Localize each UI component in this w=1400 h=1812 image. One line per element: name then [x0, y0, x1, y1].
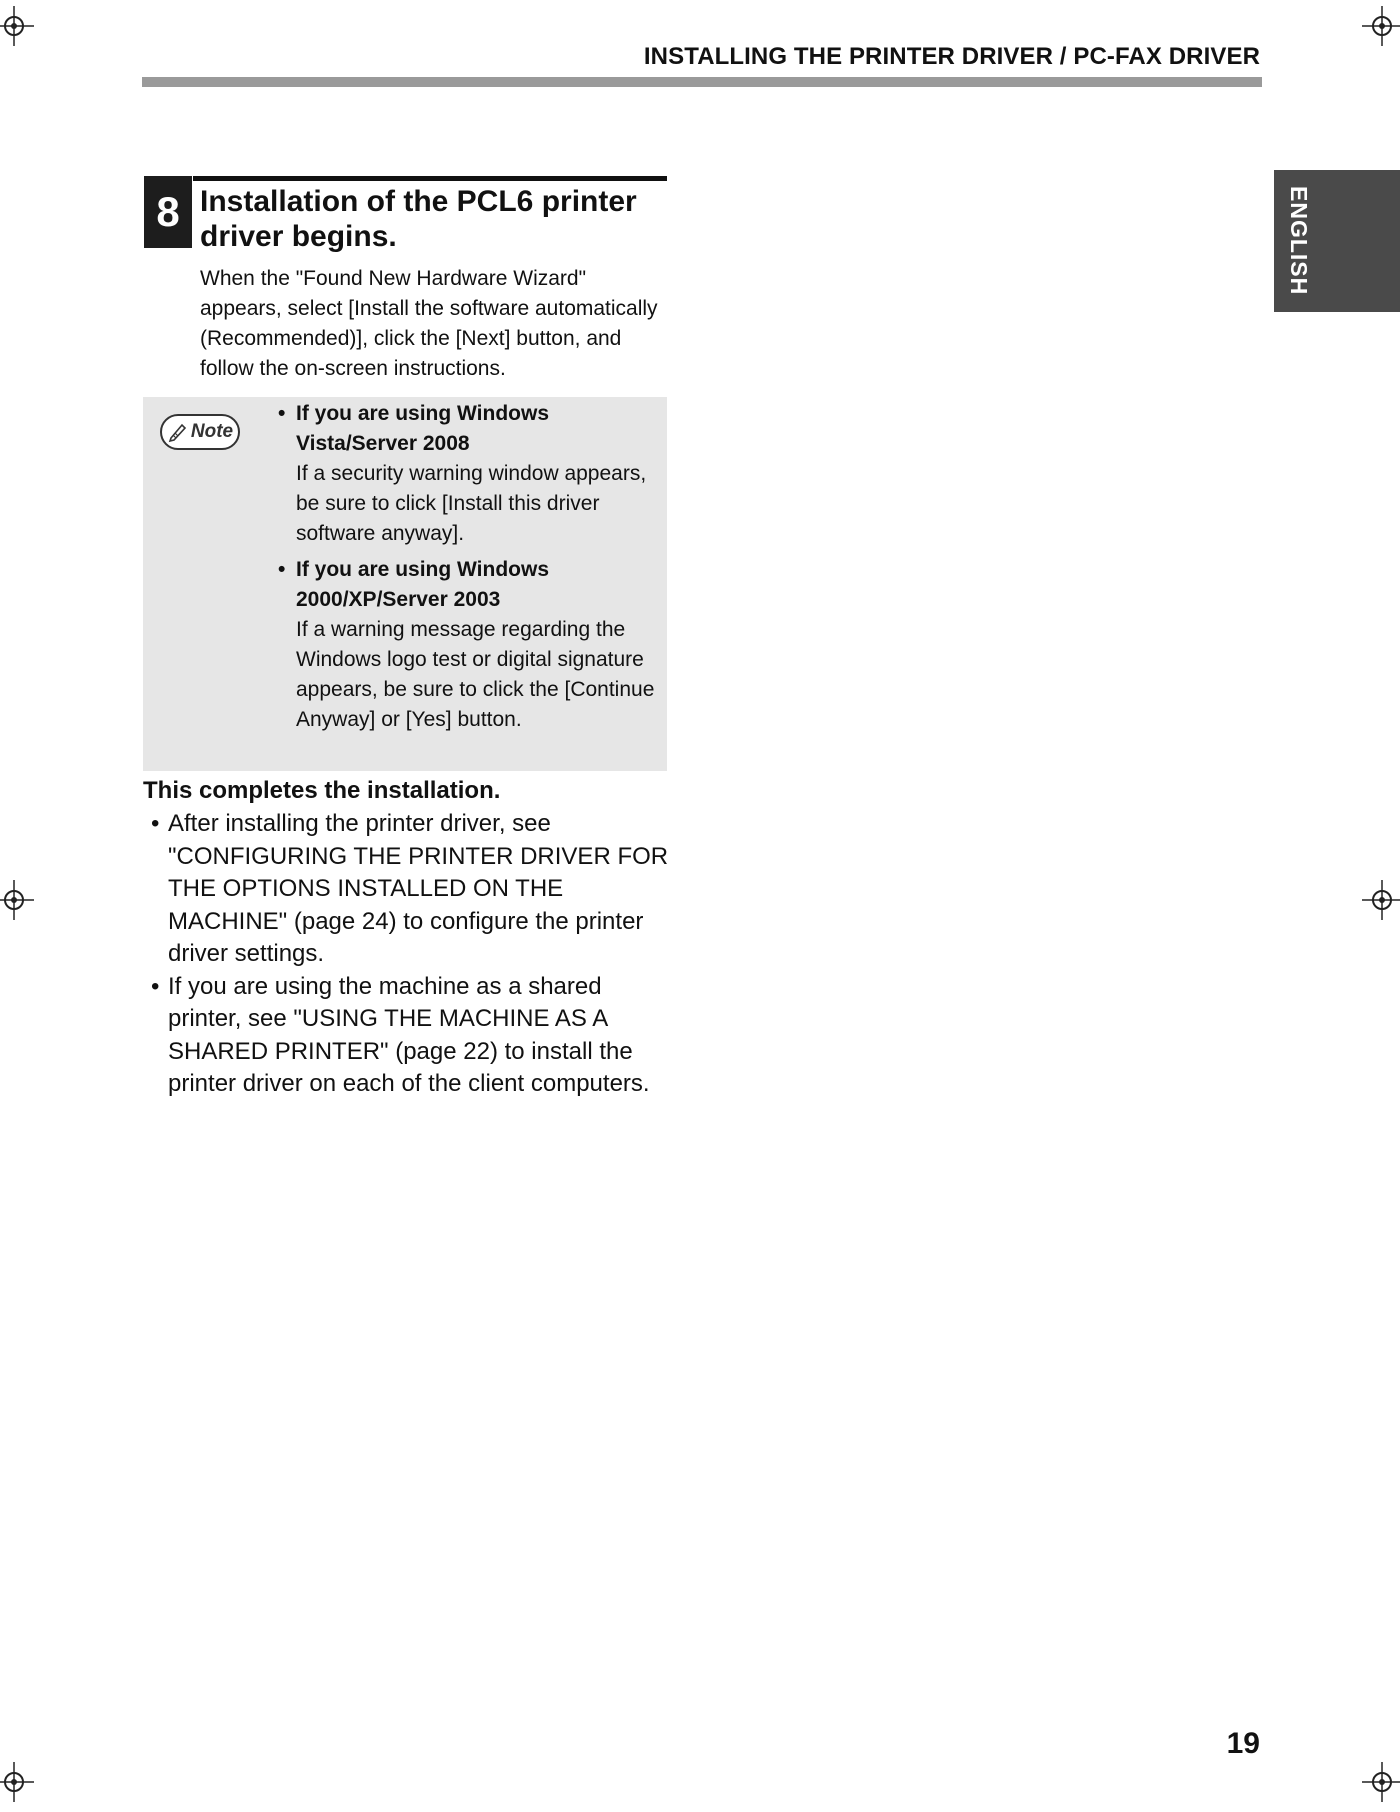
step-heading: Installation of the PCL6 printer driver begins.	[200, 185, 637, 253]
note-item-title: If you are using Windows 2000/XP/Server 2003	[296, 558, 549, 611]
language-tab-label: ENGLISH	[1286, 186, 1312, 296]
bullet: •	[151, 810, 160, 837]
list-item-text: If you are using the machine as a shared printer, see "USING THE MACHINE AS A SHARED PRINTER" (page 22) to install the printer driver on each of the client computers.	[168, 972, 650, 1097]
pencil-icon	[167, 421, 189, 443]
bullet: •	[151, 972, 160, 1000]
step-rule	[193, 176, 667, 181]
registration-mark-icon	[1362, 880, 1400, 920]
note-item-title: If you are using Windows Vista/Server 2008	[296, 402, 549, 455]
bullet: •	[278, 558, 286, 581]
registration-mark-icon	[0, 6, 34, 46]
step-body: When the "Found New Hardware Wizard" appears, select [Install the software automatically (Recommended)], click the [Next] button, and follow the on-screen instructions.	[200, 267, 658, 380]
note-item-text: If a warning message regarding the Windows logo test or digital signature appears, be sure to click the [Continue Anyway] or [Yes] button.	[296, 618, 655, 731]
header-rule	[142, 77, 1262, 87]
note-item	[276, 399, 662, 549]
completion-heading: This completes the installation.	[143, 777, 501, 804]
note-list	[276, 399, 662, 741]
completion-list	[150, 808, 680, 1101]
registration-mark-icon	[1362, 6, 1400, 46]
list-item	[150, 808, 680, 971]
registration-mark-icon	[0, 1762, 34, 1802]
list-item	[150, 971, 680, 1101]
registration-mark-icon	[1362, 1762, 1400, 1802]
note-item-text: If a security warning window appears, be sure to click [Install this driver software anyway].	[296, 462, 647, 545]
note-badge	[160, 414, 240, 450]
list-item-text: After installing the printer driver, see "CONFIGURING THE PRINTER DRIVER FOR THE OPTIONS INSTALLED ON THE MACHINE" (page 24) to configure the printer driver settings.	[168, 810, 669, 967]
running-header: INSTALLING THE PRINTER DRIVER / PC-FAX DRIVER	[643, 43, 1260, 70]
page-number: 19	[1226, 1727, 1260, 1760]
bullet: •	[278, 402, 286, 425]
registration-mark-icon	[0, 880, 34, 920]
step-number: 8	[144, 176, 192, 248]
note-item	[276, 555, 662, 735]
note-label: Note	[190, 421, 234, 442]
